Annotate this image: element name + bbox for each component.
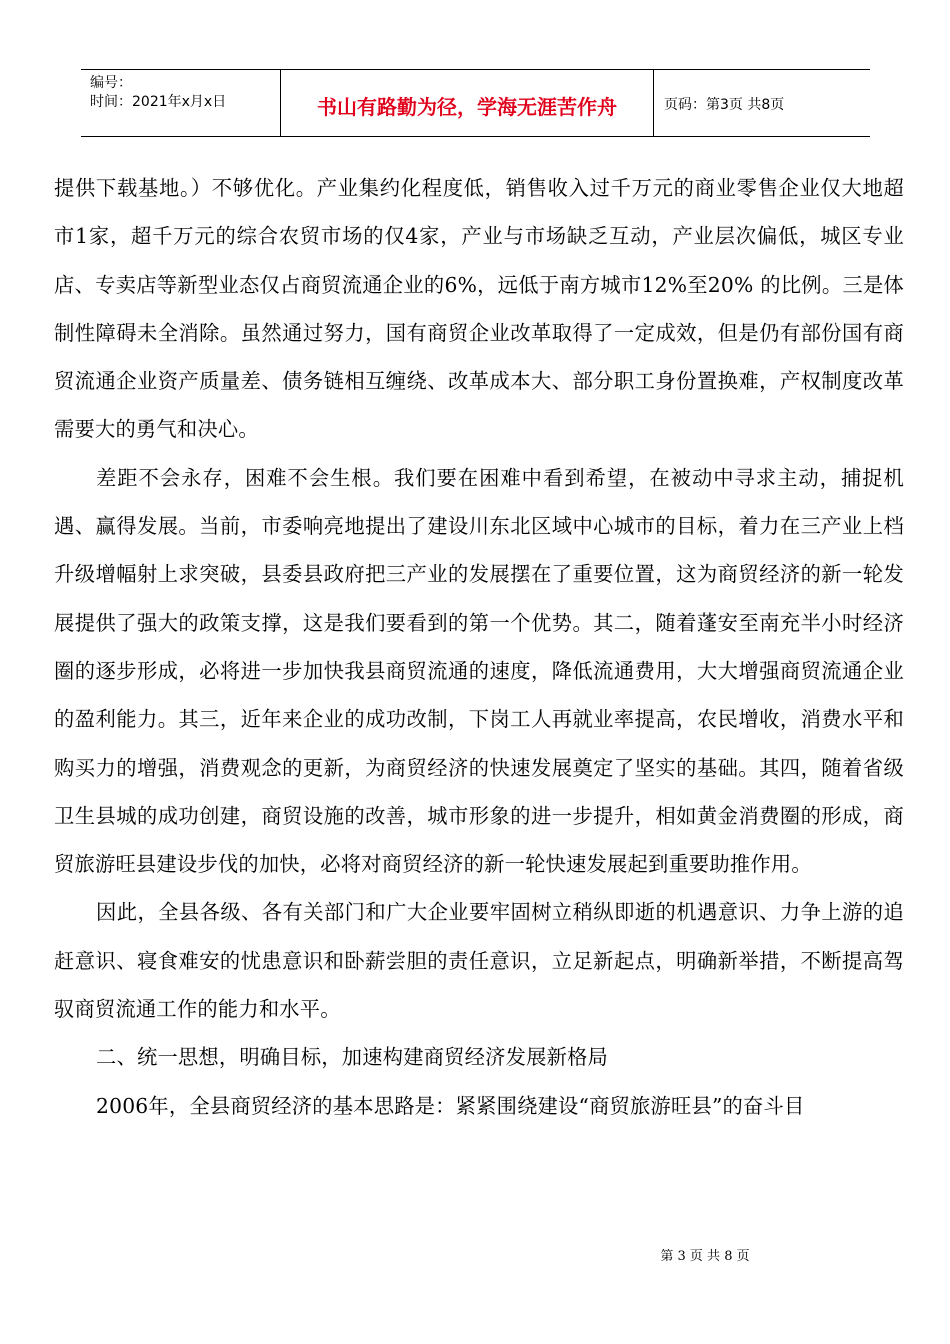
document-number-label: 编号： (90, 75, 132, 91)
page-footer: 第 3 页 共 8 页 (660, 1249, 750, 1264)
document-header (81, 69, 870, 137)
paragraph-continuation: 提供下载基地。）不够优化。产业集约化程度低，销售收入过千万元的商业零售企业仅大地超市1家，超千万元的综合农贸市场的仅4家，产业与市场缺乏互动，产业层次偏低，城区专业店、专卖店等新型业态仅占商贸流通企业的6%，远低于南方城市12%至20% 的比例。三是体制性障碍未全消除。虽然通过努力，国有商贸企业改革取得了一定成效，但是仍有部份国有商贸流通企业资产质量差、债务链相互缠绕、改革成本大、部分职工身份置换难，产权制度改革需要大的勇气和决心。 (54, 176, 904, 442)
paragraph-conclusion: 因此，全县各级、各有关部门和广大企业要牢固树立稍纵即逝的机遇意识、力争上游的追赶意识、寝食难安的忧患意识和卧薪尝胆的责任意识，立足新起点，明确新举措，不断提高驾驭商贸流通工作的能力和水平。 (54, 900, 904, 1022)
header-meta-cell (81, 70, 281, 136)
paragraph-section-intro: 2006年，全县商贸经济的基本思路是：紧紧围绕建设“商贸旅游旺县”的奋斗目 (96, 1093, 805, 1118)
header-page-info: 页码：第3页 共8页 (664, 97, 785, 113)
paragraph-opportunities: 差距不会永存，困难不会生根。我们要在困难中看到希望，在被动中寻求主动，捕捉机遇、赢得发展。当前，市委响亮地提出了建设川东北区域中心城市的目标，着力在三产业上档升级增幅射上求突破，县委县政府把三产业的发展摆在了重要位置，这为商贸经济的新一轮发展提供了强大的政策支撑，这是我们要看到的第一个优势。其二，随着蓬安至南充半小时经济圈的逐步形成，必将进一步加快我县商贸流通的速度，降低流通费用，大大增强商贸流通企业的盈利能力。其三，近年来企业的成功改制，下岗工人再就业率提高，农民增收，消费水平和购买力的增强，消费观念的更新，为商贸经济的快速发展奠定了坚实的基础。其四，随着省级卫生县城的成功创建，商贸设施的改善，城市形象的进一步提升，相如黄金消费圈的形成，商贸旅游旺县建设步伐的加快，必将对商贸经济的新一轮快速发展起到重要助推作用。 (54, 465, 904, 877)
document-time-label: 时间：2021年x月x日 (90, 94, 227, 110)
section-heading: 二、统一思想，明确目标，加速构建商贸经济发展新格局 (96, 1045, 609, 1070)
header-motto: 书山有路勤为径，学海无涯苦作舟 (281, 70, 654, 136)
document-body (54, 164, 904, 1130)
